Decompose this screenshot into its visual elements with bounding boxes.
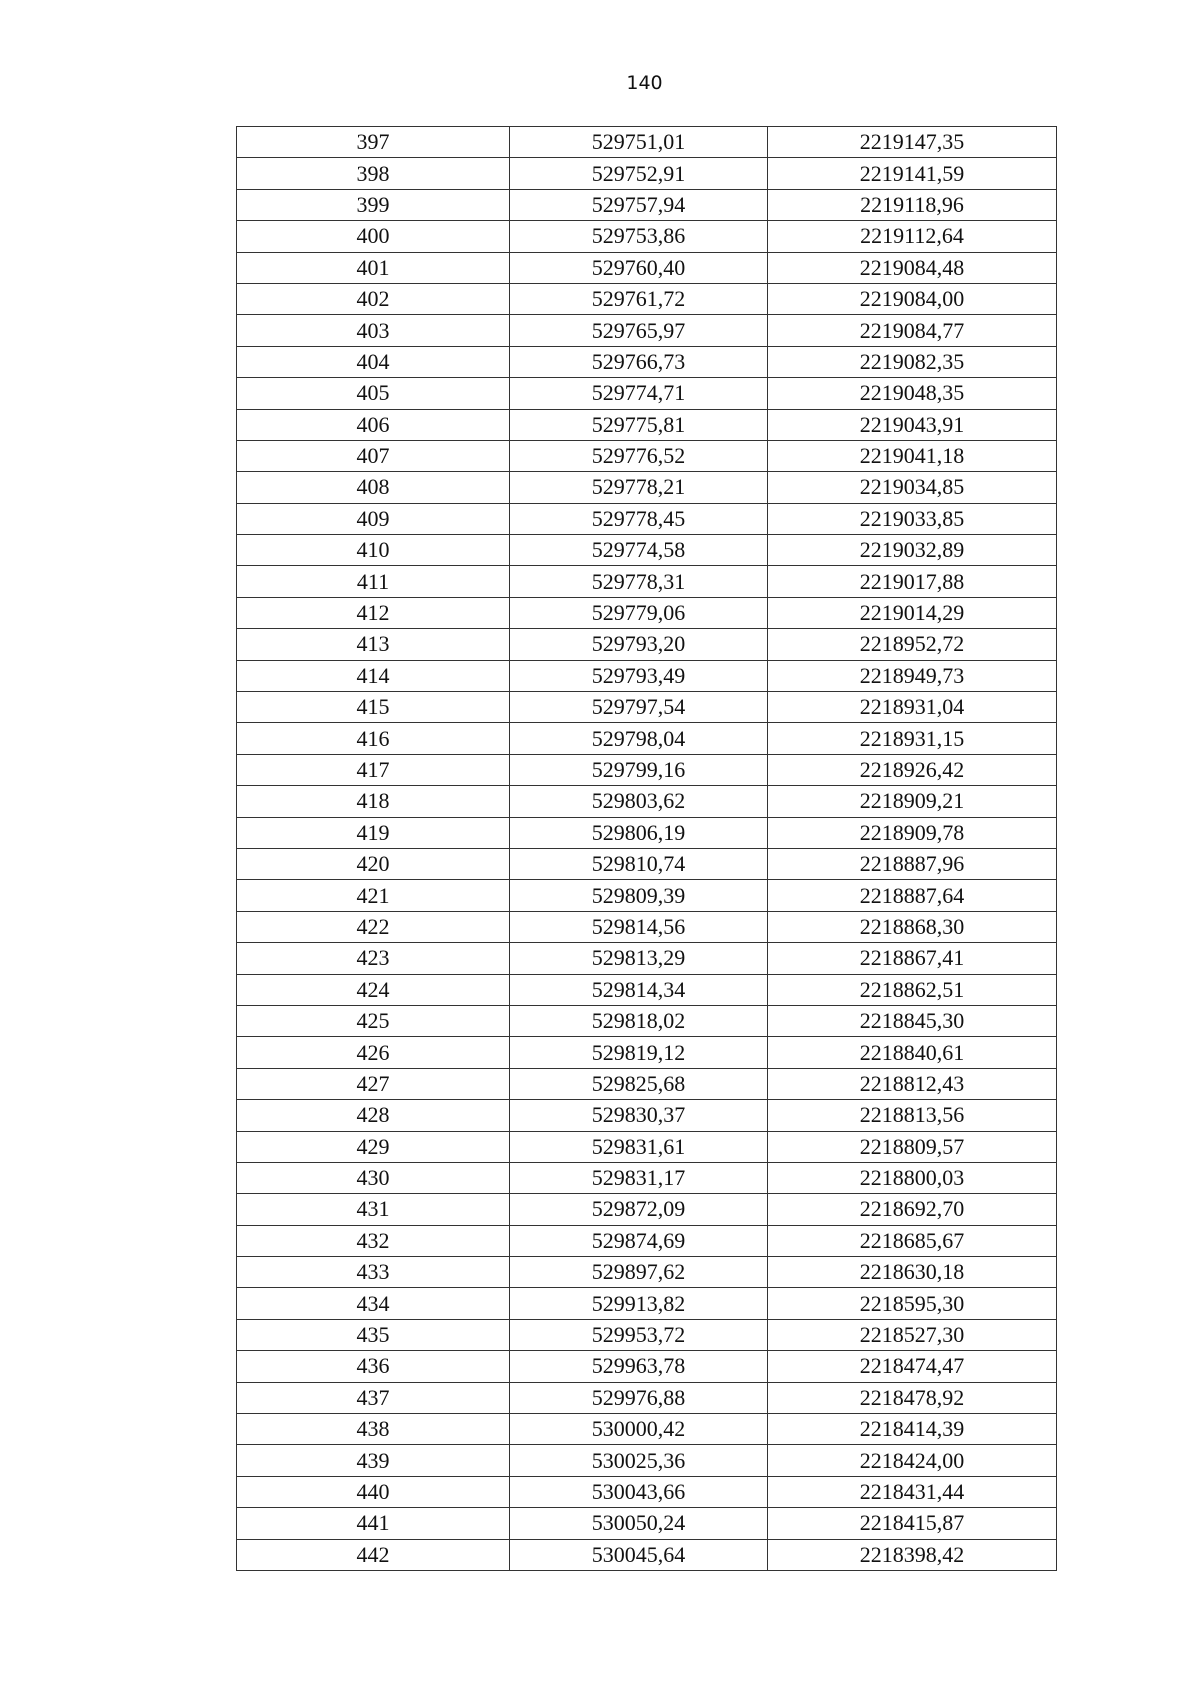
- table-row: [237, 943, 1057, 974]
- x-coordinate-cell: 529831,17: [510, 1162, 768, 1193]
- y-coordinate-cell: 2219147,35: [768, 127, 1057, 158]
- point-number-cell: 410: [237, 535, 510, 566]
- point-number-cell: 400: [237, 221, 510, 252]
- y-coordinate-cell: 2218813,56: [768, 1100, 1057, 1131]
- point-number-cell: 420: [237, 848, 510, 879]
- table-row: [237, 535, 1057, 566]
- table-row: [237, 1319, 1057, 1350]
- y-coordinate-cell: 2219033,85: [768, 503, 1057, 534]
- table-row: [237, 1100, 1057, 1131]
- y-coordinate-cell: 2219084,00: [768, 283, 1057, 314]
- x-coordinate-cell: 529874,69: [510, 1225, 768, 1256]
- y-coordinate-cell: 2218812,43: [768, 1068, 1057, 1099]
- point-number-cell: 441: [237, 1508, 510, 1539]
- point-number-cell: 432: [237, 1225, 510, 1256]
- x-coordinate-cell: 529831,61: [510, 1131, 768, 1162]
- y-coordinate-cell: 2219032,89: [768, 535, 1057, 566]
- y-coordinate-cell: 2218415,87: [768, 1508, 1057, 1539]
- table-row: [237, 1194, 1057, 1225]
- table-row: [237, 158, 1057, 189]
- point-number-cell: 403: [237, 315, 510, 346]
- point-number-cell: 399: [237, 189, 510, 220]
- x-coordinate-cell: 529913,82: [510, 1288, 768, 1319]
- table-row: [237, 315, 1057, 346]
- point-number-cell: 404: [237, 346, 510, 377]
- table-row: [237, 1539, 1057, 1570]
- y-coordinate-cell: 2219118,96: [768, 189, 1057, 220]
- table-row: [237, 848, 1057, 879]
- x-coordinate-cell: 529897,62: [510, 1257, 768, 1288]
- y-coordinate-cell: 2218809,57: [768, 1131, 1057, 1162]
- table-row: [237, 283, 1057, 314]
- x-coordinate-cell: 529810,74: [510, 848, 768, 879]
- table-row: [237, 440, 1057, 471]
- point-number-cell: 419: [237, 817, 510, 848]
- table-row: [237, 1382, 1057, 1413]
- x-coordinate-cell: 529976,88: [510, 1382, 768, 1413]
- point-number-cell: 434: [237, 1288, 510, 1319]
- table-row: [237, 346, 1057, 377]
- table-row: [237, 754, 1057, 785]
- y-coordinate-cell: 2218868,30: [768, 911, 1057, 942]
- table-row: [237, 1257, 1057, 1288]
- y-coordinate-cell: 2218909,21: [768, 786, 1057, 817]
- x-coordinate-cell: 529809,39: [510, 880, 768, 911]
- x-coordinate-cell: 529814,56: [510, 911, 768, 942]
- point-number-cell: 398: [237, 158, 510, 189]
- point-number-cell: 424: [237, 974, 510, 1005]
- x-coordinate-cell: 529872,09: [510, 1194, 768, 1225]
- x-coordinate-cell: 529819,12: [510, 1037, 768, 1068]
- table-row: [237, 1068, 1057, 1099]
- y-coordinate-cell: 2218887,96: [768, 848, 1057, 879]
- table-row: [237, 566, 1057, 597]
- table-row: [237, 1414, 1057, 1445]
- table-row: [237, 880, 1057, 911]
- table-row: [237, 1005, 1057, 1036]
- y-coordinate-cell: 2218478,92: [768, 1382, 1057, 1413]
- point-number-cell: 433: [237, 1257, 510, 1288]
- point-number-cell: 417: [237, 754, 510, 785]
- y-coordinate-cell: 2219084,77: [768, 315, 1057, 346]
- table-row: [237, 409, 1057, 440]
- x-coordinate-cell: 529751,01: [510, 127, 768, 158]
- y-coordinate-cell: 2219017,88: [768, 566, 1057, 597]
- point-number-cell: 405: [237, 378, 510, 409]
- y-coordinate-cell: 2218595,30: [768, 1288, 1057, 1319]
- point-number-cell: 435: [237, 1319, 510, 1350]
- x-coordinate-cell: 530050,24: [510, 1508, 768, 1539]
- y-coordinate-cell: 2219041,18: [768, 440, 1057, 471]
- point-number-cell: 421: [237, 880, 510, 911]
- y-coordinate-cell: 2218926,42: [768, 754, 1057, 785]
- point-number-cell: 406: [237, 409, 510, 440]
- point-number-cell: 423: [237, 943, 510, 974]
- y-coordinate-cell: 2218398,42: [768, 1539, 1057, 1570]
- x-coordinate-cell: 529953,72: [510, 1319, 768, 1350]
- y-coordinate-cell: 2219048,35: [768, 378, 1057, 409]
- point-number-cell: 437: [237, 1382, 510, 1413]
- x-coordinate-cell: 529761,72: [510, 283, 768, 314]
- x-coordinate-cell: 529766,73: [510, 346, 768, 377]
- x-coordinate-cell: 530043,66: [510, 1476, 768, 1507]
- coordinates-table-body: [237, 127, 1057, 1571]
- x-coordinate-cell: 529963,78: [510, 1351, 768, 1382]
- table-row: [237, 378, 1057, 409]
- y-coordinate-cell: 2218931,04: [768, 692, 1057, 723]
- coordinates-table: [236, 126, 1057, 1571]
- table-row: [237, 786, 1057, 817]
- table-row: [237, 629, 1057, 660]
- x-coordinate-cell: 529776,52: [510, 440, 768, 471]
- table-row: [237, 1445, 1057, 1476]
- x-coordinate-cell: 529825,68: [510, 1068, 768, 1099]
- table-row: [237, 221, 1057, 252]
- point-number-cell: 426: [237, 1037, 510, 1068]
- x-coordinate-cell: 529779,06: [510, 597, 768, 628]
- y-coordinate-cell: 2218692,70: [768, 1194, 1057, 1225]
- table-row: [237, 503, 1057, 534]
- point-number-cell: 427: [237, 1068, 510, 1099]
- point-number-cell: 397: [237, 127, 510, 158]
- y-coordinate-cell: 2219082,35: [768, 346, 1057, 377]
- x-coordinate-cell: 529806,19: [510, 817, 768, 848]
- x-coordinate-cell: 529799,16: [510, 754, 768, 785]
- x-coordinate-cell: 529798,04: [510, 723, 768, 754]
- y-coordinate-cell: 2219014,29: [768, 597, 1057, 628]
- y-coordinate-cell: 2218800,03: [768, 1162, 1057, 1193]
- y-coordinate-cell: 2219034,85: [768, 472, 1057, 503]
- point-number-cell: 438: [237, 1414, 510, 1445]
- table-row: [237, 1288, 1057, 1319]
- point-number-cell: 414: [237, 660, 510, 691]
- table-row: [237, 1162, 1057, 1193]
- table-row: [237, 974, 1057, 1005]
- x-coordinate-cell: 529752,91: [510, 158, 768, 189]
- point-number-cell: 402: [237, 283, 510, 314]
- x-coordinate-cell: 530045,64: [510, 1539, 768, 1570]
- y-coordinate-cell: 2219043,91: [768, 409, 1057, 440]
- table-row: [237, 1508, 1057, 1539]
- table-row: [237, 723, 1057, 754]
- x-coordinate-cell: 529803,62: [510, 786, 768, 817]
- table-row: [237, 692, 1057, 723]
- y-coordinate-cell: 2218909,78: [768, 817, 1057, 848]
- x-coordinate-cell: 529813,29: [510, 943, 768, 974]
- x-coordinate-cell: 529775,81: [510, 409, 768, 440]
- table-row: [237, 1037, 1057, 1068]
- x-coordinate-cell: 529778,21: [510, 472, 768, 503]
- y-coordinate-cell: 2218952,72: [768, 629, 1057, 660]
- y-coordinate-cell: 2218527,30: [768, 1319, 1057, 1350]
- table-row: [237, 189, 1057, 220]
- x-coordinate-cell: 529753,86: [510, 221, 768, 252]
- point-number-cell: 440: [237, 1476, 510, 1507]
- y-coordinate-cell: 2218931,15: [768, 723, 1057, 754]
- table-row: [237, 1131, 1057, 1162]
- y-coordinate-cell: 2218845,30: [768, 1005, 1057, 1036]
- x-coordinate-cell: 529797,54: [510, 692, 768, 723]
- point-number-cell: 425: [237, 1005, 510, 1036]
- table-row: [237, 252, 1057, 283]
- point-number-cell: 407: [237, 440, 510, 471]
- y-coordinate-cell: 2218862,51: [768, 974, 1057, 1005]
- y-coordinate-cell: 2218630,18: [768, 1257, 1057, 1288]
- y-coordinate-cell: 2218474,47: [768, 1351, 1057, 1382]
- x-coordinate-cell: 529793,49: [510, 660, 768, 691]
- table-row: [237, 660, 1057, 691]
- x-coordinate-cell: 529778,45: [510, 503, 768, 534]
- x-coordinate-cell: 529765,97: [510, 315, 768, 346]
- y-coordinate-cell: 2218431,44: [768, 1476, 1057, 1507]
- point-number-cell: 430: [237, 1162, 510, 1193]
- x-coordinate-cell: 529818,02: [510, 1005, 768, 1036]
- table-row: [237, 127, 1057, 158]
- point-number-cell: 409: [237, 503, 510, 534]
- x-coordinate-cell: 530025,36: [510, 1445, 768, 1476]
- y-coordinate-cell: 2218424,00: [768, 1445, 1057, 1476]
- point-number-cell: 428: [237, 1100, 510, 1131]
- y-coordinate-cell: 2219084,48: [768, 252, 1057, 283]
- y-coordinate-cell: 2218414,39: [768, 1414, 1057, 1445]
- point-number-cell: 411: [237, 566, 510, 597]
- point-number-cell: 442: [237, 1539, 510, 1570]
- x-coordinate-cell: 529774,71: [510, 378, 768, 409]
- point-number-cell: 422: [237, 911, 510, 942]
- y-coordinate-cell: 2218867,41: [768, 943, 1057, 974]
- point-number-cell: 413: [237, 629, 510, 660]
- x-coordinate-cell: 529774,58: [510, 535, 768, 566]
- x-coordinate-cell: 530000,42: [510, 1414, 768, 1445]
- point-number-cell: 412: [237, 597, 510, 628]
- point-number-cell: 431: [237, 1194, 510, 1225]
- y-coordinate-cell: 2218887,64: [768, 880, 1057, 911]
- y-coordinate-cell: 2219112,64: [768, 221, 1057, 252]
- point-number-cell: 429: [237, 1131, 510, 1162]
- table-row: [237, 1225, 1057, 1256]
- x-coordinate-cell: 529814,34: [510, 974, 768, 1005]
- point-number-cell: 439: [237, 1445, 510, 1476]
- y-coordinate-cell: 2219141,59: [768, 158, 1057, 189]
- point-number-cell: 401: [237, 252, 510, 283]
- table-row: [237, 911, 1057, 942]
- table-row: [237, 597, 1057, 628]
- x-coordinate-cell: 529760,40: [510, 252, 768, 283]
- table-row: [237, 817, 1057, 848]
- x-coordinate-cell: 529830,37: [510, 1100, 768, 1131]
- point-number-cell: 416: [237, 723, 510, 754]
- point-number-cell: 415: [237, 692, 510, 723]
- x-coordinate-cell: 529757,94: [510, 189, 768, 220]
- point-number-cell: 436: [237, 1351, 510, 1382]
- x-coordinate-cell: 529793,20: [510, 629, 768, 660]
- x-coordinate-cell: 529778,31: [510, 566, 768, 597]
- table-row: [237, 1476, 1057, 1507]
- table-row: [237, 1351, 1057, 1382]
- point-number-cell: 418: [237, 786, 510, 817]
- y-coordinate-cell: 2218840,61: [768, 1037, 1057, 1068]
- point-number-cell: 408: [237, 472, 510, 503]
- table-row: [237, 472, 1057, 503]
- y-coordinate-cell: 2218949,73: [768, 660, 1057, 691]
- page-number: 140: [626, 72, 663, 94]
- y-coordinate-cell: 2218685,67: [768, 1225, 1057, 1256]
